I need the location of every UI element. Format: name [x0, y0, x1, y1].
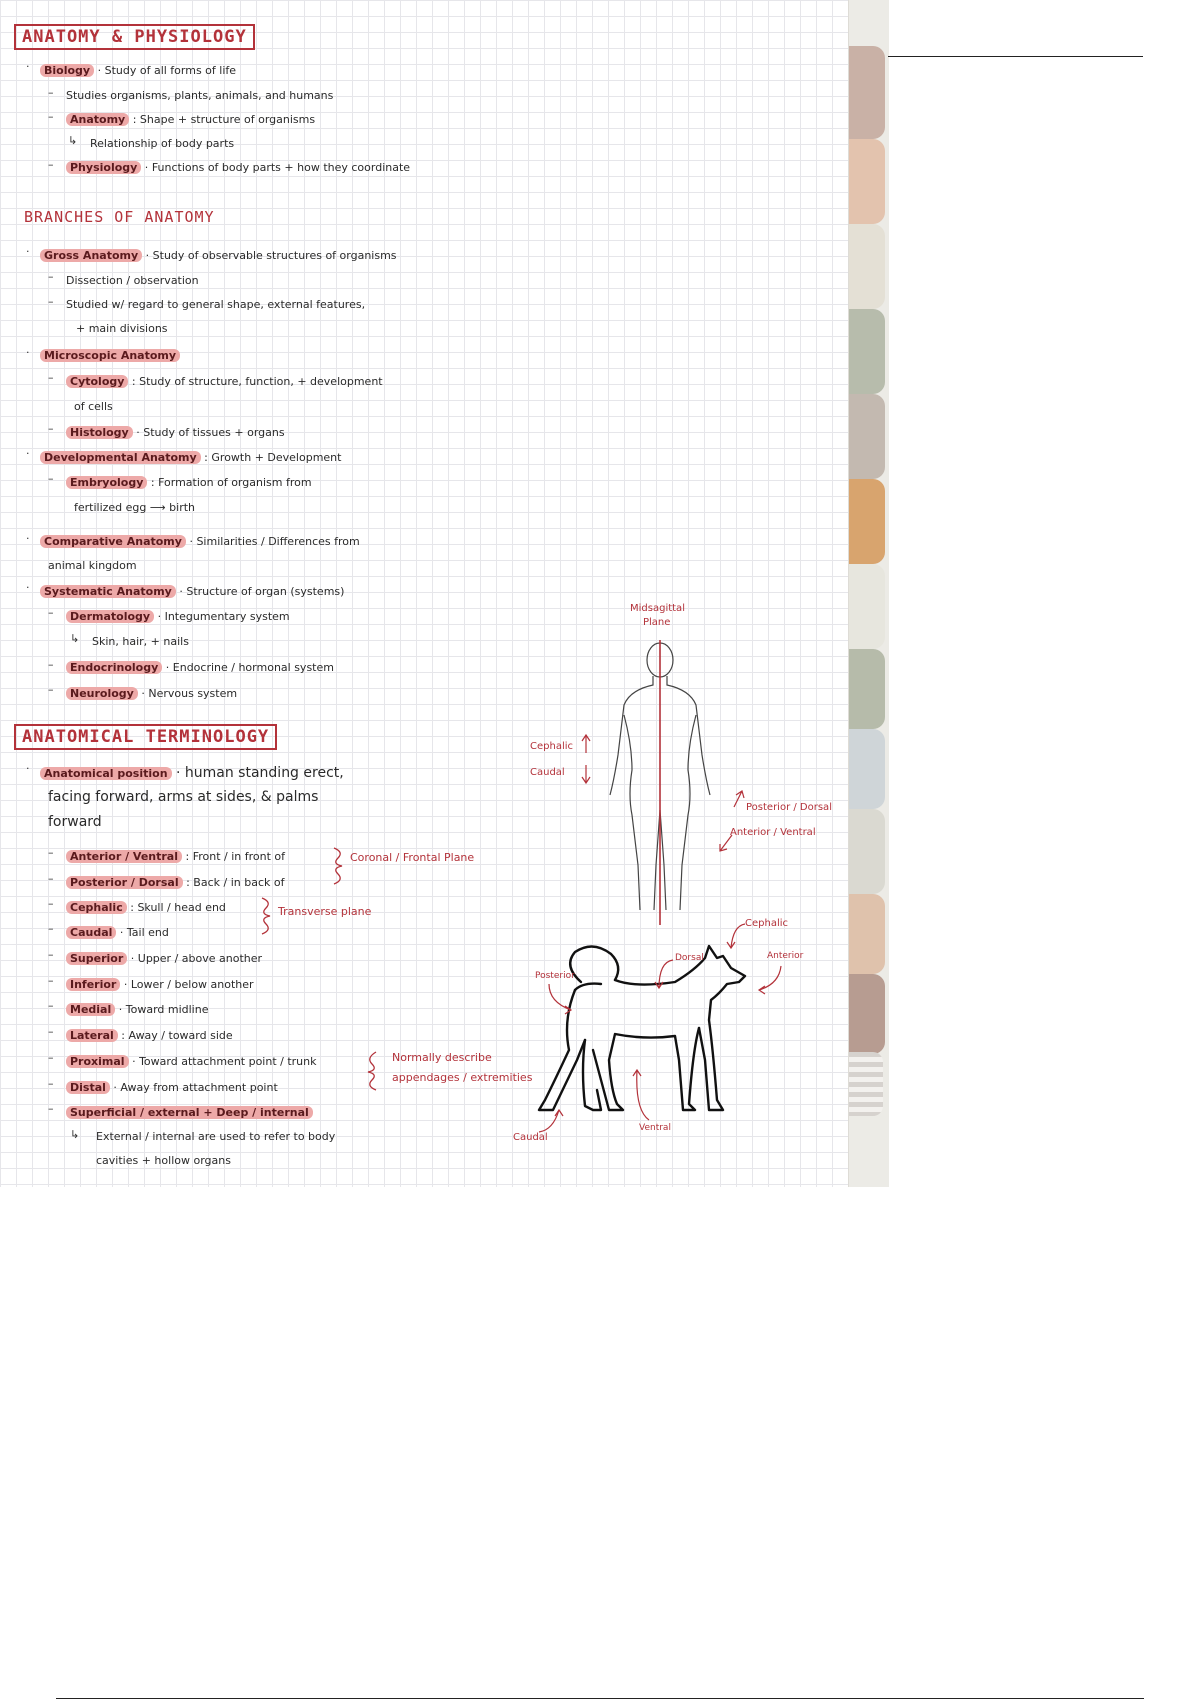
- term-highlight: Inferior: [66, 978, 120, 991]
- definition-text: Integumentary system: [164, 610, 290, 623]
- divider-tab[interactable]: [849, 394, 885, 479]
- dog-figure-diagram: [505, 910, 848, 1150]
- transverse-brace: [262, 898, 270, 934]
- definition-text: + main divisions: [76, 322, 168, 335]
- definition-text: Skull / head end: [137, 901, 226, 914]
- notebook-page: ANATOMY & PHYSIOLOGY · Biology · Study of all forms of life – Studies organisms, plants, animals, and humans – Anatomy : Shape + structure of organisms ↳ Relationship of body parts – Physiology · Functions of body parts + how they coordinate BRANCHES OF ANATOMY · Gross Anatomy · Study of observable structures of organisms – Dissection / observation – Studied w/ regard to general shape, external features, + main divisions · Microscopic Anatomy – Cytology : Study of structure, function, + development of cells – Histology · Study of tissues + organs · Developmental Anatomy : Growth + Development – Embryology : Formation of organism from fertilized egg ⟶ birth · Comparative Anatomy · Similarities / Differences from animal kingdom · Systematic Anatomy · Structure of organ (systems) – Dermatology · Integumentary system ↳ Skin, hair, + nails – Endocrinology · Endocrine / hormonal system – Neurology · Nervous system ANATOMICAL TERMINOLOGY · Anatomical position · human standing erect, facing forward, arms at sides, & palms forward – Anterior / Ventral : Front / in front of – Posterior / Dorsal : Back / in back of – Cephalic : Skull / head end – Caudal · Tail end – Superior · Upper / above another – Inferior · Lower / below another – Medial · Toward midline – Lateral : Away / toward side – Proximal · Toward attachment point / trunk – Distal · Away from attachment point – Superficial / external + Deep / internal ↳ External / internal are used to refer to body cavities + hollow organs Coronal / Frontal Plane Transverse plane Normally describe appendages / extremities Midsagittal Plane Cephalic Caudal Posterior / Dorsal Anterior / Ventral Cephalic Dorsal Anterior Posterior Caudal Ventral: [0, 0, 848, 1187]
- branch-line: Gross Anatomy · Study of observable structures of organisms: [40, 249, 397, 263]
- term-line: Posterior / Dorsal : Back / in back of: [66, 876, 284, 890]
- branch-line: Systematic Anatomy · Structure of organ (systems): [40, 585, 344, 599]
- divider-tab[interactable]: [849, 564, 885, 649]
- definition-text: animal kingdom: [48, 559, 137, 572]
- transverse-plane-label: Transverse plane: [278, 905, 372, 918]
- branch-line: Embryology : Formation of organism from: [66, 476, 312, 490]
- definition-text: Tail end: [126, 926, 169, 939]
- term-line: Anterior / Ventral : Front / in front of: [66, 850, 285, 864]
- note-text: cavities + hollow organs: [96, 1154, 231, 1167]
- term-highlight: Endocrinology: [66, 661, 162, 674]
- definition-text: Structure of organ (systems): [186, 585, 345, 598]
- divider-tab[interactable]: [849, 649, 885, 729]
- term-highlight: Lateral: [66, 1029, 118, 1042]
- dog-posterior-arrow: [549, 984, 571, 1014]
- definition-text: Study of all forms of life: [104, 64, 237, 77]
- divider-tab[interactable]: [849, 809, 885, 894]
- branch-line: Developmental Anatomy : Growth + Development: [40, 451, 341, 465]
- definition-text: Endocrine / hormonal system: [172, 661, 334, 674]
- cephalic-label: Cephalic: [530, 741, 574, 752]
- dog-anterior-arrow: [759, 966, 781, 994]
- term-highlight: Neurology: [66, 687, 138, 700]
- term-highlight: Superior: [66, 952, 127, 965]
- top-right-rule: [888, 56, 1143, 57]
- anterior-ventral-label: Anterior / Ventral: [730, 827, 816, 838]
- term-highlight: Systematic Anatomy: [40, 585, 176, 598]
- term-highlight: Proximal: [66, 1055, 129, 1068]
- definition-text: Relationship of body parts: [90, 137, 235, 150]
- term-highlight: Biology: [40, 64, 94, 77]
- coronal-brace: [334, 848, 342, 884]
- definition-text: Back / in back of: [193, 876, 285, 889]
- position-line: Anatomical position · human standing erect,: [40, 764, 344, 783]
- cephalic-arrow: [582, 735, 590, 753]
- section-title-text: ANATOMICAL TERMINOLOGY: [22, 727, 270, 747]
- branch-line: Comparative Anatomy · Similarities / Differences from: [40, 535, 360, 549]
- section-heading: BRANCHES OF ANATOMY: [24, 208, 215, 226]
- dog-ventral-label: Ventral: [639, 1123, 671, 1133]
- definition-text: Study of tissues + organs: [143, 426, 285, 439]
- caudal-arrow: [582, 765, 590, 783]
- term-line: Medial · Toward midline: [66, 1003, 208, 1017]
- term-highlight: Physiology: [66, 161, 141, 174]
- note-text: External / internal are used to refer to body: [96, 1130, 336, 1143]
- definition-text: Away / toward side: [128, 1029, 233, 1042]
- term-highlight: Medial: [66, 1003, 115, 1016]
- definition-text: Toward midline: [125, 1003, 209, 1016]
- term-highlight: Caudal: [66, 926, 116, 939]
- branch-line: Endocrinology · Endocrine / hormonal system: [66, 661, 334, 675]
- term-highlight: Anatomical position: [40, 767, 172, 780]
- definition-text: Study of observable structures of organisms: [152, 249, 397, 262]
- divider-tab[interactable]: [849, 224, 885, 309]
- definition-text: Studied w/ regard to general shape, external features,: [66, 298, 366, 311]
- definition-text: Growth + Development: [211, 451, 342, 464]
- term-highlight: Cephalic: [66, 901, 127, 914]
- definition-text: Shape + structure of organisms: [139, 113, 316, 126]
- coronal-plane-label: Coronal / Frontal Plane: [350, 851, 475, 864]
- term-highlight: Cytology: [66, 375, 128, 388]
- definition-text: Dissection / observation: [66, 274, 199, 287]
- definition-text: Formation of organism from: [158, 476, 312, 489]
- intro-line: Physiology · Functions of body parts + how they coordinate: [66, 161, 410, 175]
- caudal-label: Caudal: [530, 767, 565, 778]
- bottom-rule: [56, 1698, 1144, 1699]
- divider-tab[interactable]: [849, 894, 885, 974]
- term-line: Inferior · Lower / below another: [66, 978, 254, 992]
- dog-cephalic-arrow: [727, 924, 745, 948]
- term-highlight: Anatomy: [66, 113, 129, 126]
- term-line: Lateral : Away / toward side: [66, 1029, 233, 1043]
- dog-caudal-arrow: [539, 1110, 563, 1132]
- term-highlight: Anterior / Ventral: [66, 850, 182, 863]
- definition-text: human standing erect,: [184, 765, 344, 781]
- dog-ventral-arrow: [633, 1070, 649, 1120]
- dog-cephalic-label: Cephalic: [745, 918, 789, 929]
- definition-text: facing forward, arms at sides, & palms: [48, 789, 319, 805]
- term-highlight: Superficial / external + Deep / internal: [66, 1106, 313, 1119]
- definition-text: Lower / below another: [130, 978, 254, 991]
- striped-tab[interactable]: [849, 1052, 883, 1116]
- term-highlight: Embryology: [66, 476, 147, 489]
- term-line: Distal · Away from attachment point: [66, 1081, 278, 1095]
- definition-text: Away from attachment point: [120, 1081, 278, 1094]
- posterior-arrow: [734, 791, 744, 807]
- plane-label: Plane: [643, 617, 671, 628]
- proximal-distal-brace: [368, 1052, 376, 1090]
- definition-text: Skin, hair, + nails: [92, 635, 189, 648]
- branch-line: Cytology : Study of structure, function, + development: [66, 375, 383, 389]
- page-title-text: ANATOMY & PHYSIOLOGY: [22, 27, 247, 47]
- definition-text: Nervous system: [148, 687, 238, 700]
- term-highlight: Gross Anatomy: [40, 249, 142, 262]
- intro-line: Anatomy : Shape + structure of organisms: [66, 113, 315, 127]
- term-line: Cephalic : Skull / head end: [66, 901, 226, 915]
- term-highlight: Distal: [66, 1081, 110, 1094]
- dog-dorsal-label: Dorsal: [675, 953, 704, 963]
- definition-text: Study of structure, function, + development: [139, 375, 383, 388]
- term-line: Caudal · Tail end: [66, 926, 169, 940]
- definition-text: Functions of body parts + how they coordinate: [151, 161, 411, 174]
- definition-text: of cells: [74, 400, 113, 413]
- definition-text: Studies organisms, plants, animals, and humans: [66, 89, 334, 102]
- divider-tab[interactable]: [849, 729, 885, 809]
- term-line: Superior · Upper / above another: [66, 952, 262, 966]
- branch-line: Neurology · Nervous system: [66, 687, 237, 701]
- term-highlight: Posterior / Dorsal: [66, 876, 183, 889]
- term-highlight: Comparative Anatomy: [40, 535, 186, 548]
- divider-tab[interactable]: [849, 46, 885, 139]
- dog-posterior-label: Posterior: [535, 971, 575, 981]
- normally-describe-label: Normally describe: [392, 1051, 492, 1064]
- branch-line: Dermatology · Integumentary system: [66, 610, 290, 624]
- definition-text: Upper / above another: [137, 952, 263, 965]
- intro-line: Biology · Study of all forms of life: [40, 64, 236, 78]
- term-highlight: Dermatology: [66, 610, 154, 623]
- divider-tab-strip: [848, 0, 889, 1187]
- divider-tab[interactable]: [849, 479, 885, 564]
- definition-text: forward: [48, 814, 102, 830]
- divider-tab[interactable]: [849, 139, 885, 224]
- term-highlight: Developmental Anatomy: [40, 451, 201, 464]
- appendages-label: appendages / extremities: [392, 1071, 533, 1084]
- definition-text: fertilized egg ⟶ birth: [74, 501, 196, 514]
- dog-caudal-label: Caudal: [513, 1132, 548, 1143]
- posterior-dorsal-label: Posterior / Dorsal: [746, 802, 832, 813]
- human-figure-diagram: [520, 595, 850, 930]
- branch-line: Histology · Study of tissues + organs: [66, 426, 285, 440]
- definition-text: Similarities / Differences from: [196, 535, 360, 548]
- divider-tab[interactable]: [849, 974, 885, 1054]
- definition-text: Toward attachment point / trunk: [139, 1055, 317, 1068]
- dog-anterior-label: Anterior: [767, 951, 804, 961]
- term-highlight: Histology: [66, 426, 133, 439]
- divider-tab[interactable]: [849, 309, 885, 394]
- term-highlight: Microscopic Anatomy: [40, 349, 180, 362]
- midsagittal-label: Midsagittal: [630, 603, 685, 614]
- definition-text: Front / in front of: [192, 850, 286, 863]
- term-line: Proximal · Toward attachment point / trunk: [66, 1055, 317, 1069]
